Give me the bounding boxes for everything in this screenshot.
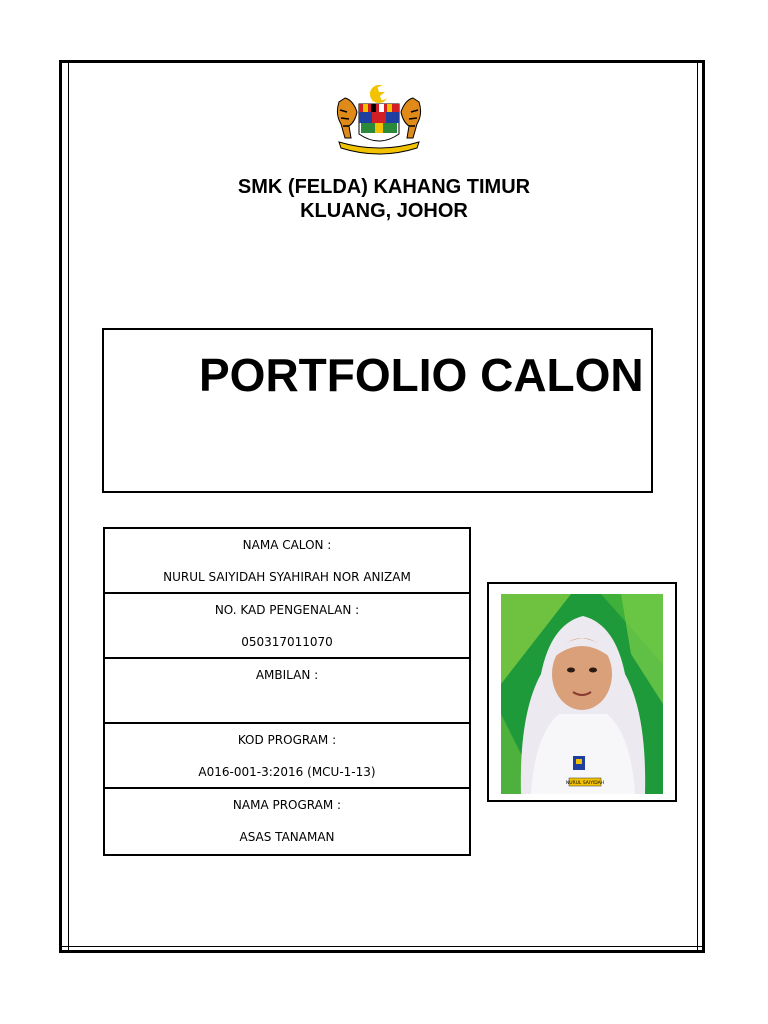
candidate-info-table: [103, 527, 471, 856]
program-code-label: KOD PROGRAM :: [237, 733, 337, 747]
info-row-name: [105, 529, 469, 594]
photo-frame: [487, 582, 677, 802]
info-row-intake: [105, 659, 469, 724]
intake-label: AMBILAN :: [255, 668, 319, 682]
name-label: NAMA CALON :: [242, 538, 332, 552]
school-name: SMK (FELDA) KAHANG TIMUR: [237, 176, 531, 198]
title-box: [102, 328, 653, 493]
program-name-label: NAMA PROGRAM :: [232, 798, 342, 812]
document-title: PORTFOLIO CALON: [199, 349, 644, 401]
info-row-program-code: [105, 724, 469, 789]
info-row-program-name: [105, 789, 469, 854]
ic-label: NO. KAD PENGENALAN :: [214, 603, 360, 617]
school-location: KLUANG, JOHOR: [300, 200, 468, 222]
ic-value: 050317011070: [241, 635, 333, 649]
page-border-inner-bottom: [62, 946, 702, 947]
program-name-value: ASAS TANAMAN: [239, 830, 335, 844]
name-value: NURUL SAIYIDAH SYAHIRAH NOR ANIZAM: [163, 570, 411, 584]
student-portrait-icon: [501, 594, 663, 794]
program-code-value: A016-001-3:2016 (MCU-1-13): [198, 765, 376, 779]
badge-text: NURUL SAIYIDAH: [565, 781, 605, 786]
coat-of-arms-icon: [331, 82, 427, 156]
info-row-ic: [105, 594, 469, 659]
